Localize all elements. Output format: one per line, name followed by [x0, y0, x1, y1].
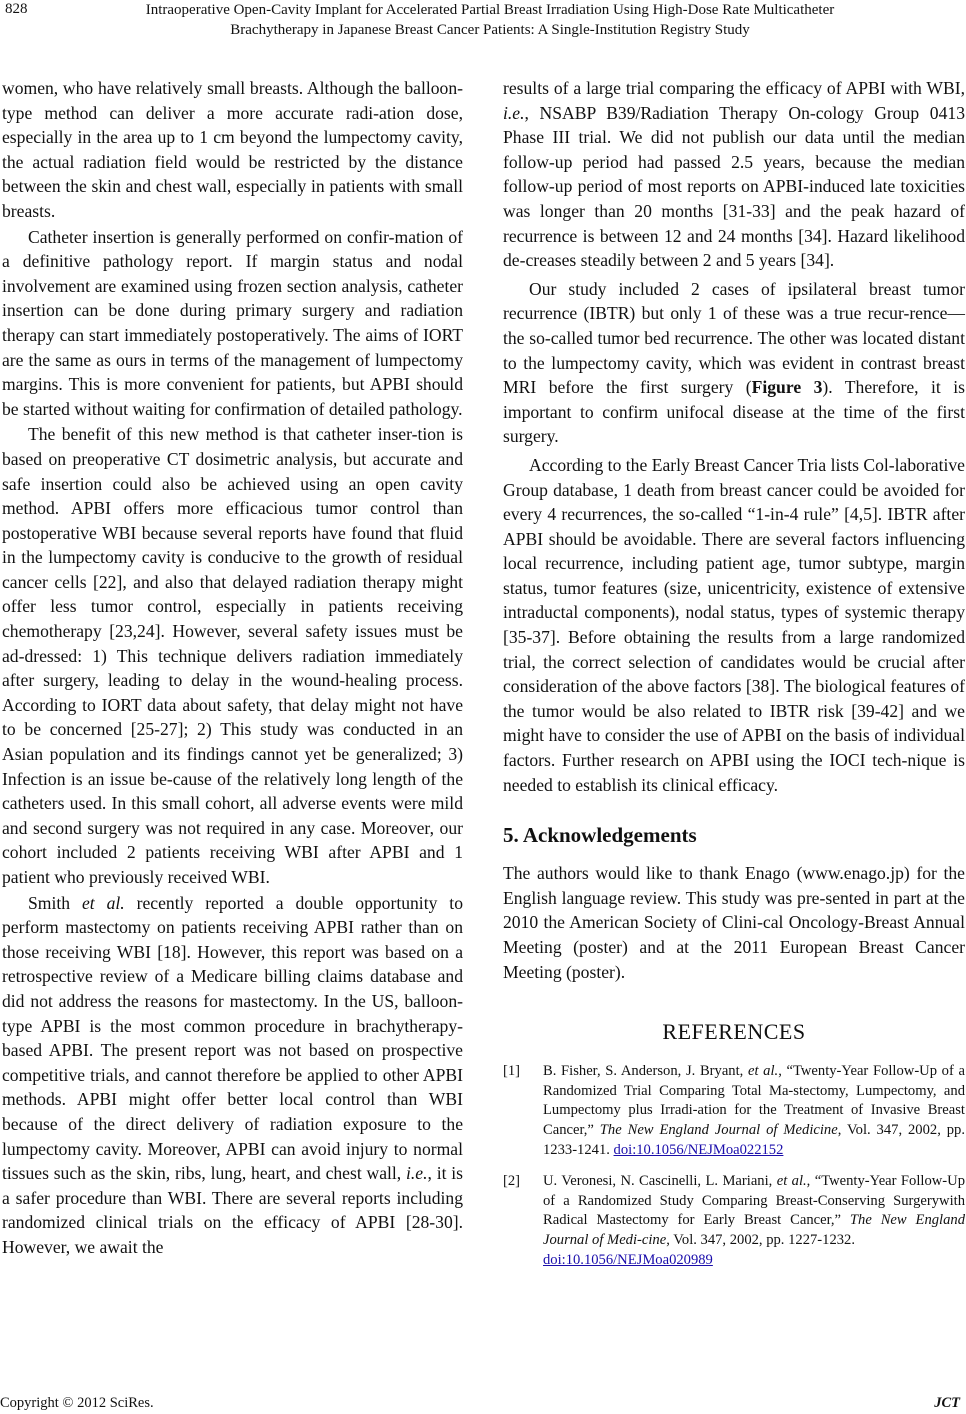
text-run: , Vol. 347, 2002, pp. 1227-1232.: [666, 1231, 855, 1248]
paragraph: women, who have relatively small breasts. Although the balloon-type method can deliver a more accurate radi-ation dose, especially in the area up to 1 cm beyond the lumpectomy cavity, the actual radiation field would be restricted by the distance between the skin and chest wall, especially in patients with small breasts.: [2, 78, 463, 221]
text-run: Our study included 2 cases of ipsilateral breast tumor recurrence (IBTR) but only 1 of these was a true recur-rence—the so-called tumor bed recurrence. The other was located distant to the lumpectomy cavity, which was evident in contrast breast MRI before the first surgery (: [503, 278, 965, 398]
text-run: B. Fisher, S. Anderson, J. Bryant,: [543, 1063, 748, 1080]
text-run: , Vol. 347, 2002, pp. 1233-1241.: [543, 1121, 965, 1158]
journal-name: The New England Journal of Medicine: [599, 1121, 838, 1138]
left-column: [2, 76, 463, 1260]
doi-link[interactable]: doi:10.1056/NEJMoa022152: [613, 1141, 784, 1158]
paragraph: The benefit of this new method is that catheter inser-tion is based on preoperative CT dosimetric analysis, but accurate and safe insertion could also be achieved using an open cavity method. APBI offers more efficacious tumor control than postoperative WBI because several reports have found that fluid in the lumpectomy cavity is conducive to the growth of residual cancer cells [22], and also that delayed radiation therapy might offer less tumor control, especially in patients receiving chemotherapy [23,24]. However, several safety issues must be ad-dressed: 1) This technique delivers radiation immediately after surgery, leading to delay in the wound-healing process. According to IORT data about safety, that delay might not have to be concerned [25-27]; 2) This study was conducted in an Asian population and its findings cannot yet be generalized; 3) Infection is an issue be-cause of the relatively long length of the catheters used. In this small cohort, all adverse events were mild and second surgery was not required in any case. Moreover, our cohort included 2 patients receiving WBI after APBI and 1 patient who previously received WBI.: [2, 424, 463, 887]
doi-link[interactable]: doi:10.1056/NEJMoa020989: [543, 1251, 713, 1268]
text-run-italic: et al.: [747, 1063, 779, 1080]
running-title-line-1: Intraoperative Open-Cavity Implant for Accelerated Partial Breast Irradiation Using High-Dose Rate Multicatheter: [145, 2, 835, 18]
references-heading: REFERENCES: [662, 1019, 806, 1045]
running-title-line-2: Brachytherapy in Japanese Breast Cancer Patients: A Single-Institution Registry Study: [230, 22, 750, 38]
reference-number: [1]: [503, 1063, 521, 1080]
paragraph: According to the Early Breast Cancer Tria lists Col-laborative Group database, 1 death from breast cancer could be avoided for every 4 recurrences, the so-called “1-in-4 rule” [4,5]. IBTR after APBI should be avoidable. There are several factors influencing local recurrence, including patient age, tumor subtype, margin status, tumor features (size, unicentricity, existence of extensive intraductal components), nodal status, types of systemic therapy [35-37]. Before obtaining the results from a large randomized trial, the correct selection of candidates would be crucial after consideration of the above factors [38]. The biological features of the tumor would be also related to IBTR risk [39-42] and we might have to consider the use of APBI on the basis of individual factors. Further research on APBI using the IOCI tech-nique is needed to establish its clinical efficacy.: [503, 454, 965, 795]
text-run: results of a large trial comparing the efficacy of APBI with WBI,: [503, 78, 965, 98]
text-run-italic: et al.: [81, 892, 125, 913]
section-heading: 5. Acknowledgements: [503, 823, 697, 848]
text-run: ). Therefore, it is important to confirm unifocal disease at the time of the first surgery.: [503, 377, 965, 447]
figure-reference: Figure 3: [751, 377, 823, 398]
text-run: Smith: [28, 892, 82, 913]
text-run: , “Twenty-Year Follow-Up of a Randomized Study Comparing Breast-Conserving Surgerywith Radical Mastectomy for Early Breast Cancer,”: [543, 1173, 965, 1229]
text-run-italic: et al.: [776, 1173, 807, 1190]
paragraph: Catheter insertion is generally performed on confir-mation of a definitive pathology report. If margin status and nodal involvement are examined using frozen section analysis, catheter insertion can be done during primary surgery and radiation therapy can start immediately postoperatively. The aims of IORT are the same as ours in terms of the management of lumpectomy margins. This is more convenient for patients, but APBI should be started without waiting for confirmation of detailed pathology.: [2, 226, 463, 419]
copyright-notice: Copyright © 2012 SciRes.: [0, 1395, 154, 1411]
text-run: , NSABP B39/Radiation Therapy On-cology Group 0413 Phase III trial. We did not publish our data until the median follow-up period had passed 2.5 years, because the median follow-up period of most reports on APBI-induced late toxicities was longer than 20 months [31-33] and the peak hazard of recurrence is between 12 and 24 months [34]. Hazard likelihood de-creases steadily between 2 and 5 years [34].: [503, 102, 965, 271]
reference-item: [503, 1172, 965, 1270]
right-column: [503, 76, 965, 1282]
text-run: , “Twenty-Year Follow-Up of a Randomized Trial Comparing Total Ma-stectomy, Lumpectomy, and Lumpectomy plus Irradi-ation for the Treatment of Invasive Breast Cancer,”: [543, 1063, 965, 1138]
reference-item: [503, 1062, 965, 1160]
paragraph: [503, 76, 965, 273]
text-run: , it is a safer procedure than WBI. There are several reports including randomized clinical trials on the efficacy of APBI [28-30]. However, we await the: [2, 1163, 463, 1257]
text-run: recently reported a double opportunity to perform mastectomy on patients receiving APBI rather than on those receiving WBI [18]. However, this report was based on a retrospective review of a Medicare billing claims database and did not address the reasons for mastectomy. In the US, balloon-type APBI is the most common procedure in brachytherapy-based APBI. The present report was not based on prospective competitive trials, and cannot therefore be applied to other APBI methods. APBI might offer better local control than WBI because of the direct delivery of radiation exposure to the lumpectomy cavity. Moreover, APBI can avoid injury to normal tissues such as the skin, ribs, lung, heart, and chest wall,: [2, 892, 463, 1184]
text-run: U. Veronesi, N. Cascinelli, L. Mariani,: [543, 1173, 777, 1190]
running-title: [60, 0, 920, 40]
page-number: 828: [5, 1, 28, 17]
paragraph: [2, 891, 463, 1260]
journal-abbreviation: JCT: [934, 1395, 960, 1411]
journal-name: The New England Journal of Medi-cine: [543, 1212, 966, 1248]
acknowledgements-text: The authors would like to thank Enago (www.enago.jp) for the English language review. This study was pre-sented in part at the 2010 the American Society of Clini-cal Oncology-Breast Annual Meeting (poster) and at the 2011 European Breast Cancer Meeting (poster).: [503, 863, 965, 982]
text-run-italic: i.e.: [406, 1163, 428, 1184]
paragraph: [503, 277, 965, 449]
text-run-italic: i.e.: [503, 102, 525, 123]
reference-number: [2]: [503, 1173, 521, 1190]
